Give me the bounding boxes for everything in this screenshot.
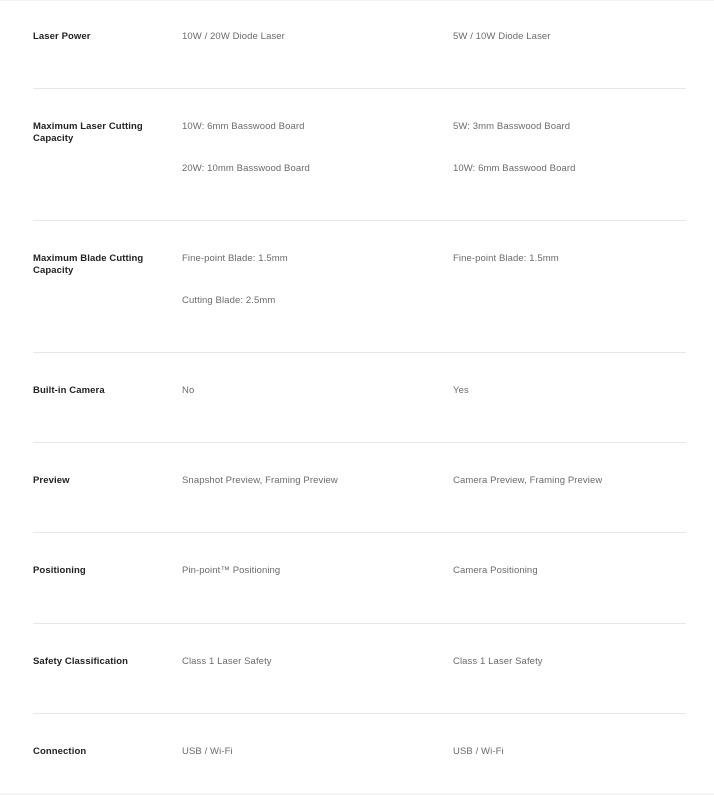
spec-value: 5W / 10W Diode Laser — [453, 31, 551, 42]
spec-label: Connection — [33, 746, 87, 757]
spec-value-model-b — [453, 253, 686, 265]
spec-value: Yes — [453, 385, 469, 396]
spec-value: 10W: 6mm Basswood Board — [182, 121, 305, 132]
spec-value: Cutting Blade: 2.5mm — [182, 295, 276, 306]
spec-value: No — [182, 385, 195, 396]
spec-label: Maximum Blade Cutting Capacity — [33, 253, 144, 276]
spec-row-max-blade-cutting-capacity — [33, 221, 686, 353]
spec-label: Built-in Camera — [33, 385, 105, 396]
spec-value: USB / Wi-Fi — [182, 746, 233, 757]
spec-value-model-b — [453, 121, 686, 175]
spec-value: Class 1 Laser Safety — [182, 656, 272, 667]
spec-value-model-b — [453, 656, 686, 668]
spec-row-positioning — [33, 533, 686, 624]
spec-value: Fine-point Blade: 1.5mm — [182, 253, 288, 264]
spec-row-safety-classification — [33, 624, 686, 714]
spec-value: 10W / 20W Diode Laser — [182, 31, 285, 42]
spec-value: USB / Wi-Fi — [453, 746, 504, 757]
spec-value-model-a — [182, 746, 432, 758]
spec-value: Class 1 Laser Safety — [453, 656, 543, 667]
spec-value: Camera Preview, Framing Preview — [453, 475, 603, 486]
spec-label: Preview — [33, 475, 70, 486]
spec-row-preview — [33, 443, 686, 533]
spec-value-model-a — [182, 121, 432, 175]
spec-label: Positioning — [33, 565, 86, 576]
spec-row-laser-power — [33, 1, 686, 89]
spec-label: Laser Power — [33, 31, 91, 42]
spec-label: Safety Classification — [33, 656, 129, 667]
spec-value-model-b — [453, 746, 686, 758]
spec-comparison-table — [33, 1, 686, 793]
spec-value: Pin-point™ Positioning — [182, 565, 281, 576]
spec-value-model-b — [453, 565, 686, 577]
spec-value: 10W: 6mm Basswood Board — [453, 163, 576, 174]
spec-value-model-a — [182, 656, 432, 668]
spec-value-model-a — [182, 565, 432, 577]
spec-comparison-page — [0, 1, 714, 793]
spec-value: 5W: 3mm Basswood Board — [453, 121, 571, 132]
spec-value: Snapshot Preview, Framing Preview — [182, 475, 338, 486]
spec-row-built-in-camera — [33, 353, 686, 443]
spec-value: Fine-point Blade: 1.5mm — [453, 253, 559, 264]
spec-value-model-a — [182, 253, 432, 307]
spec-value-model-b — [453, 475, 686, 487]
spec-value-model-a — [182, 31, 432, 43]
spec-value-model-b — [453, 385, 686, 397]
spec-value: 20W: 10mm Basswood Board — [182, 163, 310, 174]
spec-value-model-a — [182, 475, 432, 487]
spec-value: Camera Positioning — [453, 565, 538, 576]
spec-value-model-a — [182, 385, 432, 397]
spec-value-model-b — [453, 31, 686, 43]
spec-row-connection — [33, 714, 686, 793]
spec-row-max-laser-cutting-capacity — [33, 89, 686, 221]
spec-label: Maximum Laser Cutting Capacity — [33, 121, 143, 144]
